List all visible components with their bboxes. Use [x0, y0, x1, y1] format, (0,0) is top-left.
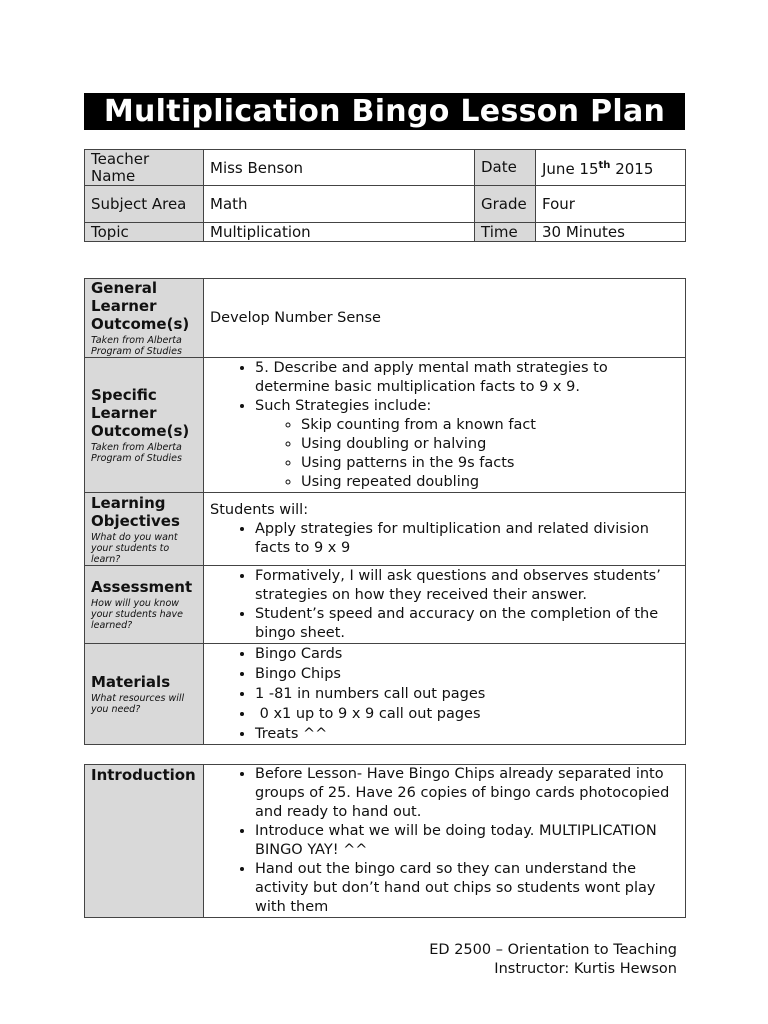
lesson-plan-table [84, 278, 686, 745]
grade-value: Four [536, 186, 686, 223]
list-item: • Apply strategies for multiplication and related division facts to 9 x 9 [255, 520, 679, 558]
slo-label: Specific Learner Outcome(s) [91, 386, 190, 440]
introduction-content [204, 765, 686, 918]
subject-label: Subject Area [85, 186, 204, 223]
materials-note: What resources will you need? [91, 693, 185, 715]
document-title: Multiplication Bingo Lesson Plan [84, 93, 685, 130]
grade-label: Grade [475, 186, 536, 223]
objectives-label: Learning Objectives [91, 493, 180, 530]
list-item: • Bingo Cards [255, 644, 679, 664]
materials-label-cell [85, 644, 204, 745]
slo-note: Taken from Alberta Program of Studies [91, 442, 182, 464]
slo-content [204, 358, 686, 493]
list-item: • Such Strategies include: ◦ Skip counting from a known fact ◦ Using doubling or halving ◦ Using patterns in the 9s facts ◦ Using repeated doubling [255, 397, 679, 492]
list-item: ◦ Skip counting from a known fact [301, 416, 679, 435]
assessment-content [204, 566, 686, 644]
teacher-value: Miss Benson [204, 150, 475, 186]
objectives-note: What do you want your students to learn? [91, 531, 178, 565]
glo-label: General Learner Outcome(s) [91, 279, 190, 333]
glo-note: Taken from Alberta Program of Studies [91, 335, 182, 357]
subject-value: Math [204, 186, 475, 223]
introduction-table [84, 764, 686, 918]
assessment-label-cell [85, 566, 204, 644]
list-item: • Introduce what we will be doing today. MULTIPLICATION BINGO YAY! ^^ [255, 822, 679, 860]
time-label: Time [475, 223, 536, 242]
list-item: • 5. Describe and apply mental math strategies to determine basic multiplication facts to 9 x 9. [255, 359, 679, 397]
objectives-intro: Students will: [210, 501, 309, 518]
topic-label: Topic [85, 223, 204, 242]
lesson-header-table [84, 149, 686, 242]
list-item: ◦ Using patterns in the 9s facts [301, 454, 679, 473]
teacher-label: Teacher Name [85, 150, 204, 186]
course-line: ED 2500 – Orientation to Teaching [429, 942, 677, 958]
list-item: ◦ Using doubling or halving [301, 435, 679, 454]
list-item: • Student’s speed and accuracy on the completion of the bingo sheet. [255, 605, 679, 643]
list-item: • Bingo Chips [255, 664, 679, 684]
list-item: • Before Lesson- Have Bingo Chips already separated into groups of 25. Have 26 copies of bingo cards photocopied and ready to hand out. [255, 765, 679, 822]
list-item: • Hand out the bingo card so they can understand the activity but don’t hand out chips so students wont play with them [255, 860, 679, 917]
list-item: • 1 -81 in numbers call out pages [255, 684, 679, 704]
glo-content: Develop Number Sense [204, 279, 686, 358]
date-label: Date [475, 150, 536, 186]
glo-label-cell [85, 279, 204, 358]
materials-label: Materials [91, 673, 171, 691]
date-value: June 15th 2015 [536, 150, 686, 186]
introduction-label: Introduction [85, 765, 204, 918]
assessment-note: How will you know your students have learned? [91, 598, 183, 631]
list-item: • Treats ^^ [255, 724, 679, 744]
objectives-content [204, 493, 686, 566]
list-item: • Formatively, I will ask questions and observes students’ strategies on how they received their answer. [255, 567, 679, 605]
materials-content [204, 644, 686, 745]
slo-label-cell [85, 358, 204, 493]
time-value: 30 Minutes [536, 223, 686, 242]
list-item: ◦ Using repeated doubling [301, 473, 679, 492]
topic-value: Multiplication [204, 223, 475, 242]
instructor-line: Instructor: Kurtis Hewson [494, 961, 677, 977]
assessment-label: Assessment [91, 578, 193, 596]
list-item: • 0 x1 up to 9 x 9 call out pages [255, 704, 679, 724]
objectives-label-cell [85, 493, 204, 566]
footer [380, 941, 677, 979]
